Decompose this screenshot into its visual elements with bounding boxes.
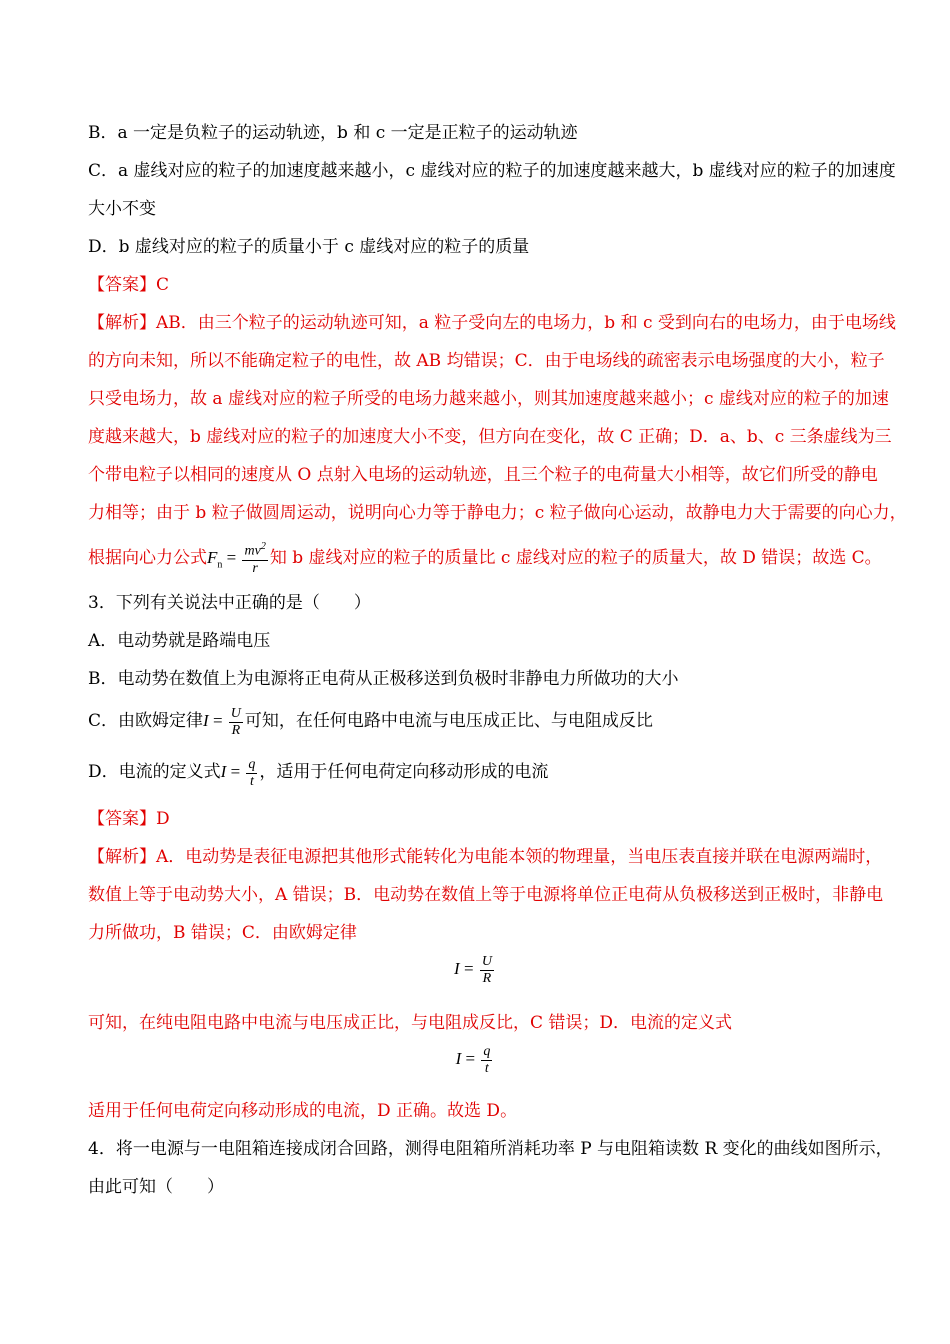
q3-explanation-line1: 【解析】A．电动势是表征电源把其他形式能转化为电能本领的物理量，当电压表直接并联在电源两端时， [88, 847, 883, 867]
q3-option-c-suffix: 可知，在任何电路中电流与电压成正比、与电阻成反比 [244, 711, 653, 731]
q2-option-d: D．b 虚线对应的粒子的质量小于 c 虚线对应的粒子的质量 [88, 237, 530, 257]
current-definition-formula: I = $\frac{q}{t}$ [220, 756, 256, 789]
q2-explanation-line2: 的方向未知，所以不能确定粒子的电性，故 AB 均错误；C．由于电场线的疏密表示电场强度的大小，粒子 [88, 351, 885, 371]
q3-option-c-prefix: C．由欧姆定律 [88, 711, 204, 731]
current-definition-display-equation: I = $\frac{q}{t}$ [455, 1044, 491, 1076]
q2-option-c-line1: C．a 虚线对应的粒子的加速度越来越小，c 虚线对应的粒子的加速度越来越大，b 虚线对应的粒子的加速度 [88, 161, 896, 181]
q2-explanation-line3: 只受电场力，故 a 虚线对应的粒子所受的电场力越来越小，则其加速度越来越小；c 虚线对应的粒子的加速 [88, 389, 889, 409]
q3-option-b: B．电动势在数值上为电源将正电荷从正极移送到负极时非静电力所做功的大小 [88, 669, 679, 689]
q2-explanation-line7 [88, 540, 882, 583]
q2-explanation-line6: 力相等；由于 b 粒子做圆周运动，说明向心力等于静电力；c 粒子做向心运动，故静电力大于需要的向心力， [88, 503, 907, 523]
q2-exp7-prefix: 根据向心力公式 [88, 548, 207, 568]
q3-option-d-suffix: ，适用于任何电荷定向移动形成的电流 [259, 762, 549, 782]
display-fraction-u-r: $\frac{U}{R}$ [481, 954, 492, 986]
q3-option-d-prefix: D．电流的定义式 [88, 762, 221, 782]
q4-stem-line1: 4．将一电源与一电阻箱连接成闭合回路，测得电阻箱所消耗功率 P 与电阻箱读数 R 变化的曲线如图所示， [88, 1139, 893, 1159]
q3-explanation-line4: 可知，在纯电阻电路中电流与电压成正比，与电阻成反比，C 错误；D．电流的定义式 [88, 1013, 733, 1033]
q2-explanation-line1: 【解析】AB．由三个粒子的运动轨迹可知，a 粒子受向左的电场力，b 和 c 受到向右的电场力，由于电场线 [88, 313, 896, 333]
fraction-u-r: $\frac{U}{R}$ [230, 705, 241, 738]
fraction-mv2-r: $\frac{mv^2}{r}$ [244, 541, 266, 576]
ohm-law-formula: I = $\frac{U}{R}$ [203, 705, 241, 738]
q4-stem-line2: 由此可知（ ） [88, 1177, 224, 1197]
q3-explanation-line2: 数值上等于电动势大小，A 错误；B．电动势在数值上等于电源将单位正电荷从负极移送到正极时，非静电 [88, 885, 884, 905]
q3-option-c [88, 703, 653, 739]
q3-option-a: A．电动势就是路端电压 [88, 631, 271, 651]
ohm-law-display-equation: I = $\frac{U}{R}$ [454, 954, 492, 986]
q2-exp7-suffix: 知 b 虚线对应的粒子的质量比 c 虚线对应的粒子的质量大，故 D 错误；故选 C。 [269, 548, 882, 568]
fraction-q-t: $\frac{q}{t}$ [248, 756, 256, 789]
q3-explanation-line5: 适用于任何电荷定向移动形成的电流，D 正确。故选 D。 [88, 1101, 518, 1121]
q2-answer: 【答案】C [88, 275, 170, 295]
q3-option-d [88, 754, 548, 790]
q2-option-c-line2: 大小不变 [88, 199, 156, 219]
q3-stem: 3．下列有关说法中正确的是（ ） [88, 593, 371, 613]
centripetal-formula: $F_n$ = $\frac{mv^2}{r}$ [207, 541, 266, 576]
q2-explanation-line5: 个带电粒子以相同的速度从 O 点射入电场的运动轨迹，且三个粒子的电荷量大小相等，故它们所受的静电 [88, 465, 878, 485]
q3-explanation-line3: 力所做功，B 错误；C．由欧姆定律 [88, 923, 357, 943]
q2-option-b: B．a 一定是负粒子的运动轨迹，b 和 c 一定是正粒子的运动轨迹 [88, 123, 578, 143]
q2-explanation-line4: 度越来越大，b 虚线对应的粒子的加速度大小不变，但方向在变化，故 C 正确；D．a、b、c 三条虚线为三 [88, 427, 892, 447]
display-fraction-q-t: $\frac{q}{t}$ [483, 1044, 491, 1076]
q3-answer: 【答案】D [88, 809, 170, 829]
